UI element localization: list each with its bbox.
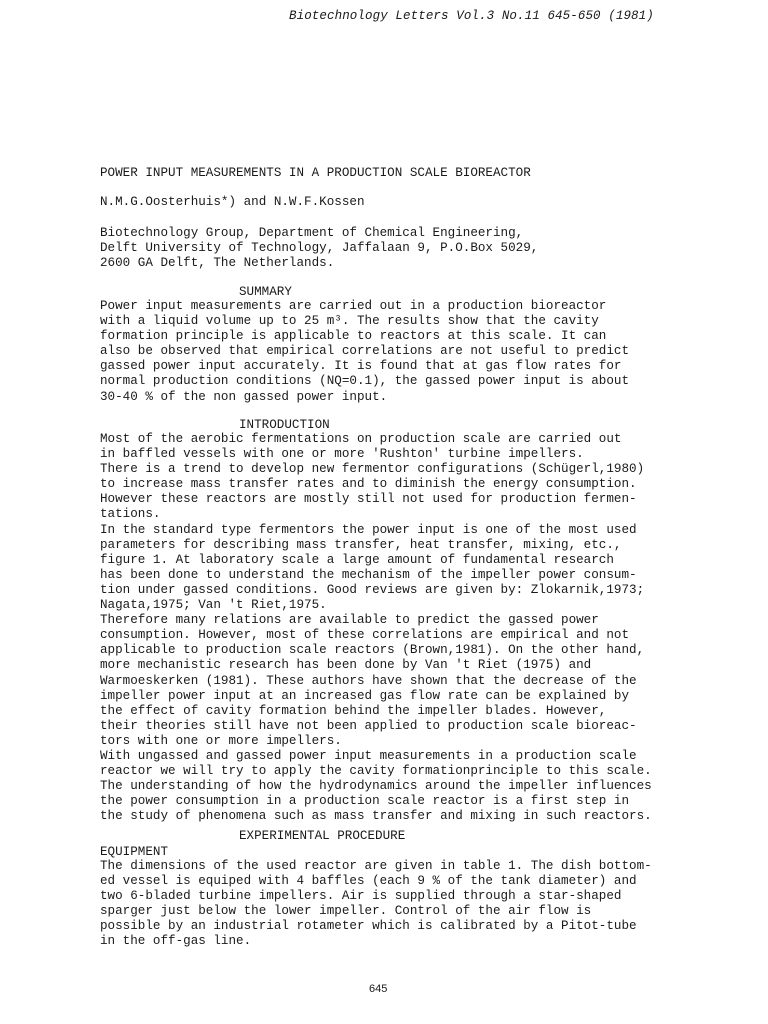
intro-line: consumption. However, most of these correlations are empirical and not bbox=[100, 628, 630, 643]
intro-line: parameters for describing mass transfer, heat transfer, mixing, etc., bbox=[100, 537, 622, 552]
equipment-line: sparger just below the lower impeller. Control of the air flow is bbox=[100, 904, 592, 919]
intro-line: The understanding of how the hydrodynamics around the impeller influences bbox=[100, 779, 652, 794]
summary-line: gassed power input accurately. It is found that at gas flow rates for bbox=[100, 359, 622, 374]
equipment-line: ed vessel is equiped with 4 baffles (each 9 % of the tank diameter) and bbox=[100, 874, 637, 889]
intro-line: tors with one or more impellers. bbox=[100, 733, 342, 748]
equipment-subheading bbox=[100, 845, 670, 860]
equipment-line: possible by an industrial rotameter which is calibrated by a Pitot-tube bbox=[100, 919, 637, 934]
intro-line: reactor we will try to apply the cavity formationprinciple to this scale. bbox=[100, 764, 652, 779]
intro-line: figure 1. At laboratory scale a large amount of fundamental research bbox=[100, 552, 614, 567]
experimental-heading: EXPERIMENTAL PROCEDURE bbox=[239, 829, 406, 843]
intro-line: has been done to understand the mechanism of the impeller power consum- bbox=[100, 567, 637, 582]
intro-line: tations. bbox=[100, 507, 161, 522]
intro-line: the power consumption in a production scale reactor is a first step in bbox=[100, 794, 630, 809]
intro-line: impeller power input at an increased gas flow rate can be explained by bbox=[100, 688, 630, 703]
equipment-line: in the off-gas line. bbox=[100, 934, 252, 949]
author-list bbox=[100, 195, 670, 210]
summary-line: also be observed that empirical correlations are not useful to predict bbox=[100, 344, 630, 359]
journal-header: Biotechnology Letters Vol.3 No.11 645-650 (1981) bbox=[289, 9, 654, 23]
intro-line: Warmoeskerken (1981). These authors have shown that the decrease of the bbox=[100, 673, 637, 688]
intro-line: In the standard type fermentors the power input is one of the most used bbox=[100, 522, 637, 537]
affiliation bbox=[100, 226, 670, 271]
introduction-body bbox=[100, 432, 670, 824]
affiliation-line: Delft University of Technology, Jaffalaan 9, P.O.Box 5029, bbox=[100, 241, 539, 256]
introduction-heading: INTRODUCTION bbox=[239, 418, 330, 432]
intro-line: more mechanistic research has been done by Van 't Riet (1975) and bbox=[100, 658, 592, 673]
summary-line: Power input measurements are carried out in a production bioreactor bbox=[100, 299, 607, 313]
intro-line: However these reactors are mostly still not used for production fermen- bbox=[100, 492, 637, 507]
equipment-line: two 6-bladed turbine impellers. Air is supplied through a star-shaped bbox=[100, 889, 622, 904]
equipment-label: EQUIPMENT bbox=[100, 845, 169, 859]
intro-line: to increase mass transfer rates and to diminish the energy consumption. bbox=[100, 477, 637, 492]
intro-line: Most of the aerobic fermentations on production scale are carried out bbox=[100, 432, 622, 446]
intro-line: applicable to production scale reactors (Brown,1981). On the other hand, bbox=[100, 643, 645, 658]
summary-body bbox=[100, 299, 670, 405]
intro-line: There is a trend to develop new fermentor configurations (Schügerl,1980) bbox=[100, 462, 645, 477]
intro-line: in baffled vessels with one or more 'Rushton' turbine impellers. bbox=[100, 447, 584, 462]
title-text: POWER INPUT MEASUREMENTS IN A PRODUCTION SCALE BIOREACTOR bbox=[100, 166, 531, 180]
intro-line: the effect of cavity formation behind the impeller blades. However, bbox=[100, 703, 607, 718]
summary-line: formation principle is applicable to reactors at this scale. It can bbox=[100, 329, 607, 344]
intro-line: Nagata,1975; Van 't Riet,1975. bbox=[100, 598, 327, 613]
intro-line: their theories still have not been applied to production scale bioreac- bbox=[100, 718, 637, 733]
intro-line: With ungassed and gassed power input measurements in a production scale bbox=[100, 748, 637, 763]
summary-line: normal production conditions (NQ=0.1), the gassed power input is about bbox=[100, 374, 630, 389]
intro-line: the study of phenomena such as mass transfer and mixing in such reactors. bbox=[100, 809, 652, 824]
summary-heading: SUMMARY bbox=[239, 285, 292, 299]
page-number: 645 bbox=[369, 983, 388, 995]
intro-line: Therefore many relations are available to predict the gassed power bbox=[100, 613, 599, 628]
summary-line: 30-40 % of the non gassed power input. bbox=[100, 389, 388, 404]
authors-text: N.M.G.Oosterhuis*) and N.W.F.Kossen bbox=[100, 195, 365, 209]
equipment-line: The dimensions of the used reactor are given in table 1. The dish bottom- bbox=[100, 859, 652, 873]
equipment-body bbox=[100, 859, 670, 950]
affiliation-line: Biotechnology Group, Department of Chemical Engineering, bbox=[100, 226, 524, 240]
intro-line: tion under gassed conditions. Good reviews are given by: Zlokarnik,1973; bbox=[100, 582, 645, 597]
paper-title bbox=[100, 166, 670, 181]
affiliation-line: 2600 GA Delft, The Netherlands. bbox=[100, 256, 335, 271]
summary-line: with a liquid volume up to 25 m³. The results show that the cavity bbox=[100, 314, 599, 329]
